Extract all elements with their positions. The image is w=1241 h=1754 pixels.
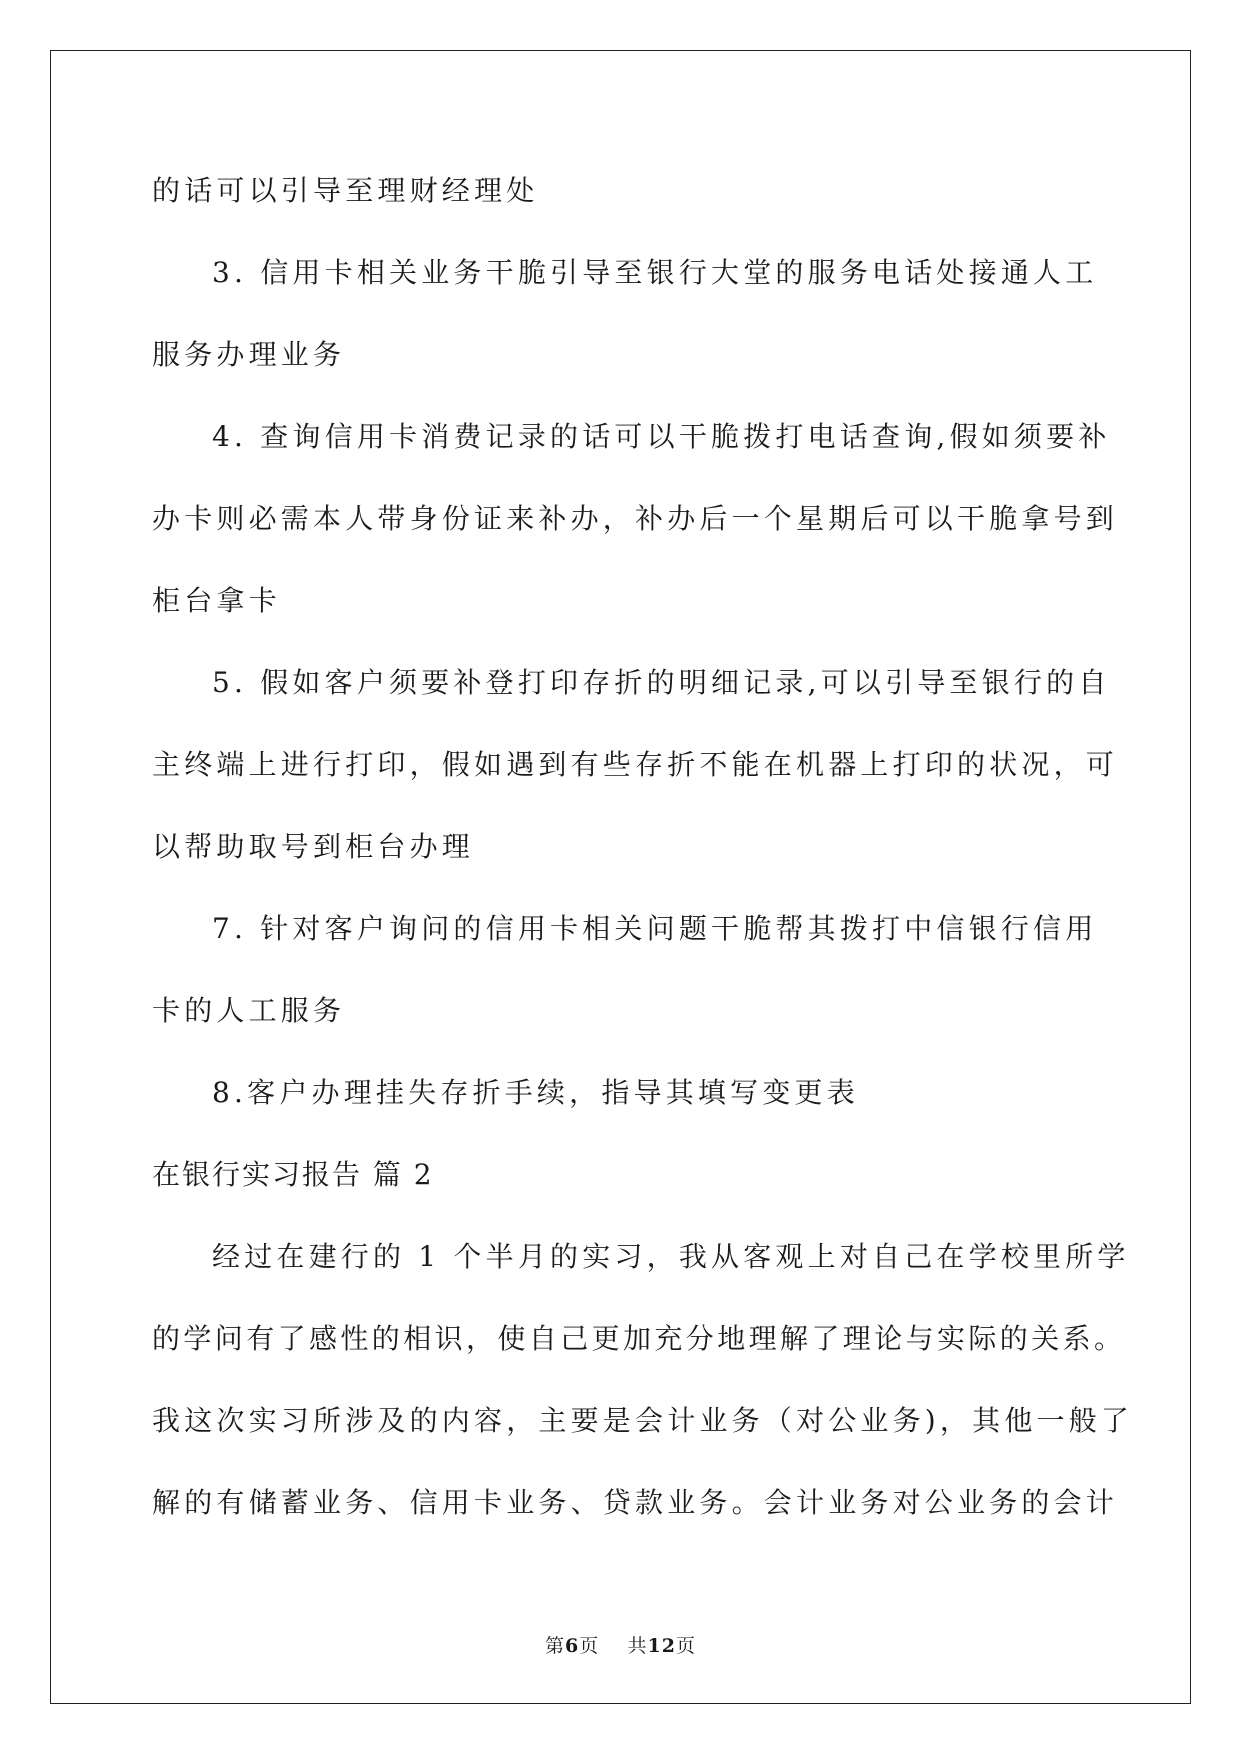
body-text-line: 卡的人工服务 [152, 994, 346, 1027]
page-footer [0, 1634, 1241, 1658]
body-text-line: 解的有储蓄业务、信用卡业务、贷款业务。会计业务对公业务的会计 [152, 1486, 1119, 1519]
page-border [50, 50, 1191, 1704]
body-text-line: 的学问有了感性的相识，使自己更加充分地理解了理论与实际的关系。 [152, 1322, 1126, 1355]
body-text-line: 柜台拿卡 [152, 584, 281, 617]
paragraph-first-line: 经过在建行的 1 个半月的实习，我从客观上对自己在学校里所学 [212, 1240, 1130, 1273]
body-text-line: 的话可以引导至理财经理处 [152, 174, 539, 207]
footer-total-prefix: 共 [627, 1635, 648, 1657]
footer-page-suffix: 页 [579, 1635, 600, 1657]
footer-total-suffix: 页 [675, 1635, 696, 1657]
list-item-3: 3. 信用卡相关业务干脆引导至银行大堂的服务电话处接通人工 [212, 256, 1098, 289]
body-text-line: 办卡则必需本人带身份证来补办，补办后一个星期后可以干脆拿号到 [152, 502, 1119, 535]
list-item-7: 7. 针对客户询问的信用卡相关问题干脆帮其拨打中信银行信用 [212, 912, 1098, 945]
body-text-line: 主终端上进行打印，假如遇到有些存折不能在机器上打印的状况，可 [152, 748, 1119, 781]
footer-page-number: 6 [565, 1635, 580, 1657]
body-text-line: 服务办理业务 [152, 338, 346, 371]
list-item-8: 8.客户办理挂失存折手续，指导其填写变更表 [212, 1076, 859, 1109]
footer-page-prefix: 第 [545, 1635, 566, 1657]
list-item-5: 5. 假如客户须要补登打印存折的明细记录,可以引导至银行的自 [212, 666, 1111, 699]
footer-total-pages: 12 [647, 1635, 676, 1657]
list-item-4: 4. 查询信用卡消费记录的话可以干脆拨打电话查询,假如须要补 [212, 420, 1111, 453]
body-text-line: 以帮助取号到柜台办理 [152, 830, 475, 863]
section-heading: 在银行实习报告 篇 2 [152, 1158, 434, 1191]
body-text-line: 我这次实习所涉及的内容，主要是会计业务（对公业务)，其他一般了 [152, 1404, 1134, 1437]
